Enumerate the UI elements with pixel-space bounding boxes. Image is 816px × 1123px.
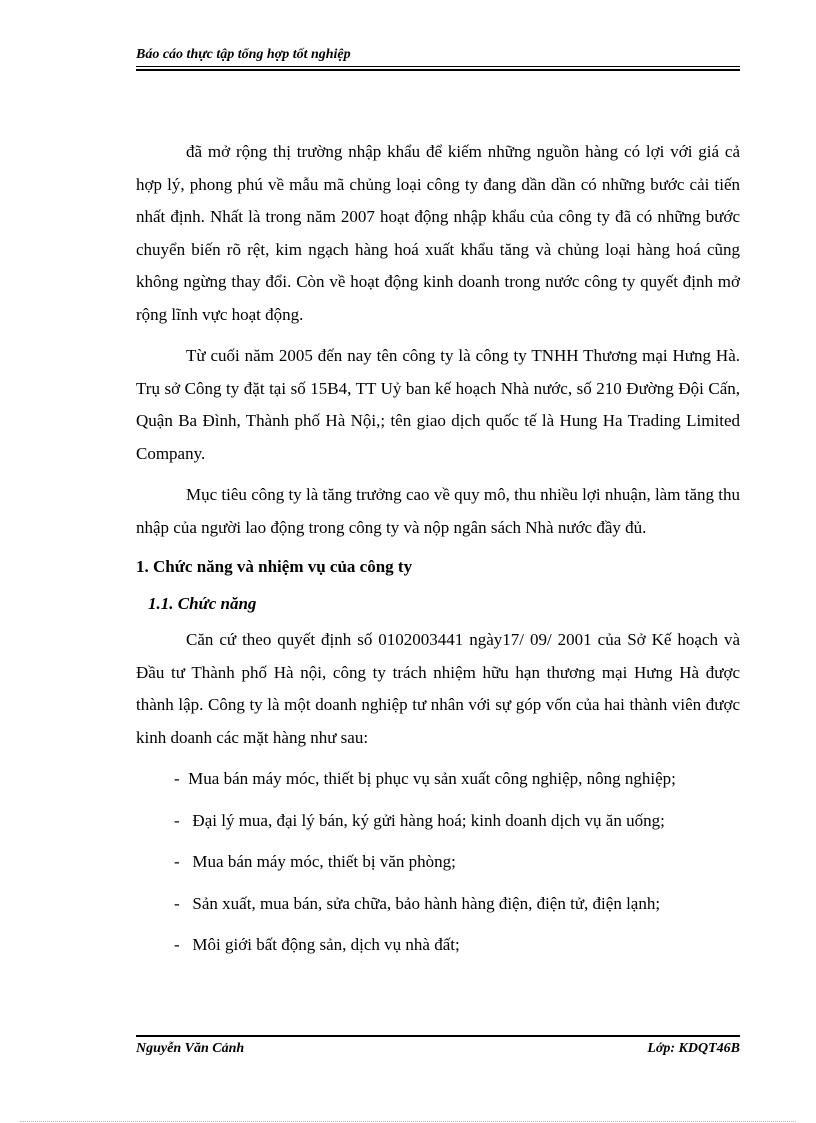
page-body bbox=[136, 136, 740, 971]
list-item-text: Đại lý mua, đại lý bán, ký gửi hàng hoá; kinh doanh dịch vụ ăn uống; bbox=[192, 810, 665, 830]
list-item bbox=[136, 805, 740, 838]
list-dash: - bbox=[174, 852, 180, 871]
list-dash: - bbox=[174, 893, 180, 913]
list-item bbox=[136, 763, 740, 796]
footer-rule bbox=[136, 1035, 740, 1037]
list-dash: - bbox=[174, 935, 180, 954]
footer-class: Lớp: KDQT46B bbox=[647, 1041, 740, 1056]
list-dash: - bbox=[174, 769, 180, 788]
list-item-text: Mua bán máy móc, thiết bị văn phòng; bbox=[192, 852, 456, 871]
section-1-1-paragraph: Căn cứ theo quyết định số 0102003441 ngày17/ 09/ 2001 của Sở Kế hoạch và Đầu tư Thành phố Hà nội, công ty trách nhiệm hữu hạn thương mại Hưng Hà được thành lập. Công ty là một doanh nghiệp tư nhân với sự góp vốn của hai thành viên được kinh doanh các mặt hàng như sau: bbox=[136, 630, 740, 747]
page-bottom-dotted-edge bbox=[20, 1121, 796, 1122]
footer-author: Nguyễn Văn Cảnh bbox=[136, 1041, 245, 1056]
list-item bbox=[136, 888, 740, 921]
list-item-text: Môi giới bất động sản, dịch vụ nhà đất; bbox=[192, 935, 460, 954]
page-header-title: Báo cáo thực tập tổng hợp tốt nghiệp bbox=[136, 47, 351, 62]
paragraph-3: Mục tiêu công ty là tăng trưởng cao về quy mô, thu nhiều lợi nhuận, làm tăng thu nhập của người lao động trong công ty và nộp ngân sách Nhà nước đầy đủ. bbox=[136, 485, 740, 537]
paragraph-2: Từ cuối năm 2005 đến nay tên công ty là công ty TNHH Thương mại Hưng Hà. Trụ sở Công ty đặt tại số 15B4, TT Uỷ ban kế hoạch Nhà nước, số 210 Đường Đội Cấn, Quận Ba Đình, Thành phố Hà Nội,; tên giao dịch quốc tế là Hung Ha Trading Limited Company. bbox=[136, 346, 740, 463]
list-dash: - bbox=[174, 810, 180, 830]
list-item bbox=[136, 846, 740, 879]
list-item-text: Mua bán máy móc, thiết bị phục vụ sản xuất công nghiệp, nông nghiệp; bbox=[188, 769, 676, 788]
page-footer bbox=[136, 1041, 740, 1057]
header-rule-thick bbox=[136, 69, 740, 71]
section-heading-1: 1. Chức năng và nhiệm vụ của công ty bbox=[136, 557, 413, 576]
list-item bbox=[136, 929, 740, 962]
paragraph-1: đã mở rộng thị trường nhập khẩu để kiếm những nguồn hàng có lợi với giá cả hợp lý, phong phú về mẫu mã chủng loại công ty đang dần dần có những bước cải tiến nhất định. Nhất là trong năm 2007 hoạt động nhập khẩu của công ty đã có những bước chuyển biến rõ rệt, kim ngạch hàng hoá xuất khẩu tăng và chủng loại hàng hoá cũng không ngừng thay đổi. Còn về hoạt động kinh doanh trong nước công ty quyết định mở rộng lĩnh vực hoạt động. bbox=[136, 142, 740, 324]
header-rule-thin bbox=[136, 66, 740, 67]
list-item-text: Sản xuất, mua bán, sửa chữa, bảo hành hàng điện, điện tử, điện lạnh; bbox=[192, 893, 661, 913]
section-heading-1-1: 1.1. Chức năng bbox=[148, 594, 257, 613]
